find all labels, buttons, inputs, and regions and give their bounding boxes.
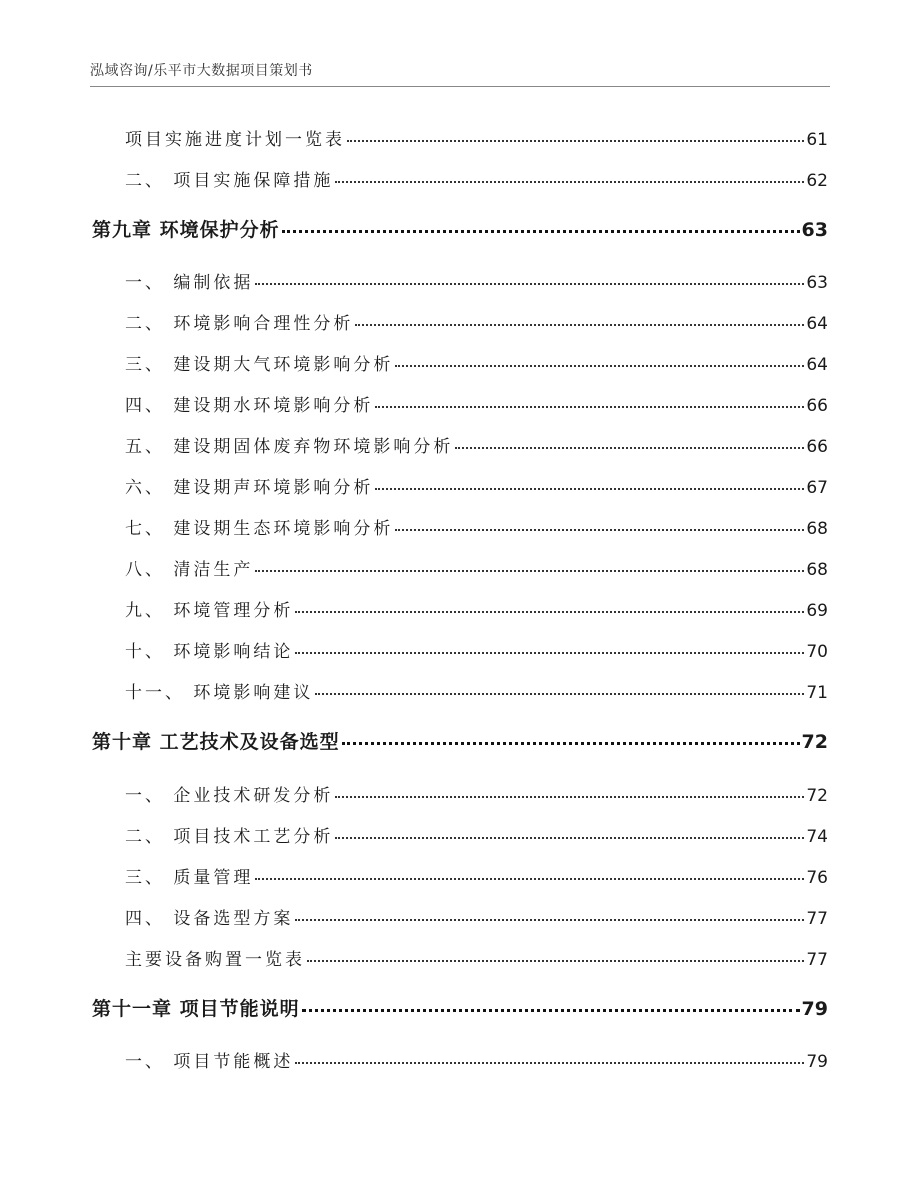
- toc-entry[interactable]: [125, 309, 828, 334]
- toc-page: 79: [806, 1052, 828, 1072]
- toc-leader: [375, 487, 804, 490]
- toc-label: 主要设备购置一览表: [125, 950, 305, 970]
- toc-entry[interactable]: [125, 596, 828, 621]
- toc-entry[interactable]: [125, 555, 828, 580]
- toc-label: 二、 环境影响合理性分析: [125, 314, 354, 334]
- toc-leader: [295, 610, 804, 613]
- toc-label: 八、 清洁生产: [125, 560, 254, 580]
- toc-leader: [295, 918, 804, 921]
- toc-page: 79: [801, 998, 828, 1020]
- toc-entry[interactable]: [125, 1047, 828, 1072]
- toc-label: 四、 建设期水环境影响分析: [125, 396, 374, 416]
- toc-page: 72: [806, 786, 828, 806]
- toc-label: 一、 项目节能概述: [125, 1052, 294, 1072]
- toc-leader: [375, 405, 804, 408]
- toc-label: 第十章 工艺技术及设备选型: [92, 731, 340, 753]
- toc-leader: [335, 795, 804, 798]
- toc-page: 71: [806, 683, 828, 703]
- header-rule: [90, 86, 830, 87]
- toc-entry[interactable]: [125, 678, 828, 703]
- toc-leader: [255, 569, 804, 572]
- toc-label: 二、 项目技术工艺分析: [125, 827, 334, 847]
- toc-leader: [255, 282, 804, 285]
- toc-page: 68: [806, 519, 828, 539]
- toc-leader: [295, 651, 804, 654]
- toc-entry[interactable]: [125, 268, 828, 293]
- toc-page: 77: [806, 950, 828, 970]
- toc-label: 三、 质量管理: [125, 868, 254, 888]
- toc-page: 67: [806, 478, 828, 498]
- toc-entry[interactable]: [125, 473, 828, 498]
- toc-leader: [295, 1061, 804, 1064]
- toc-page: 74: [806, 827, 828, 847]
- toc-entry[interactable]: [125, 125, 828, 150]
- toc-entry[interactable]: [125, 904, 828, 929]
- toc-leader: [455, 446, 804, 449]
- toc-leader: [355, 323, 804, 326]
- toc-chapter[interactable]: [92, 994, 828, 1021]
- toc-label: 第九章 环境保护分析: [92, 219, 280, 241]
- toc-page: 66: [806, 437, 828, 457]
- toc-leader: [347, 139, 804, 142]
- toc-page: 63: [806, 273, 828, 293]
- toc-page: 64: [806, 355, 828, 375]
- toc-entry[interactable]: [125, 514, 828, 539]
- toc-leader: [395, 364, 804, 367]
- toc-entry[interactable]: [125, 863, 828, 888]
- toc-chapter[interactable]: [92, 215, 828, 242]
- toc-label: 一、 企业技术研发分析: [125, 786, 334, 806]
- toc-label: 第十一章 项目节能说明: [92, 998, 300, 1020]
- toc-page: 69: [806, 601, 828, 621]
- toc-entry[interactable]: [125, 432, 828, 457]
- toc-leader: [315, 692, 804, 695]
- toc-page: 77: [806, 909, 828, 929]
- toc-entry[interactable]: [125, 781, 828, 806]
- toc-leader: [395, 528, 804, 531]
- toc-entry[interactable]: [125, 350, 828, 375]
- toc-entry[interactable]: [125, 637, 828, 662]
- toc-entry[interactable]: [125, 945, 828, 970]
- toc-page: 76: [806, 868, 828, 888]
- toc-entry[interactable]: [125, 166, 828, 191]
- toc-leader: [335, 180, 804, 183]
- toc-page: 72: [801, 731, 828, 753]
- toc-label: 六、 建设期声环境影响分析: [125, 478, 374, 498]
- toc-label: 五、 建设期固体废弃物环境影响分析: [125, 437, 454, 457]
- toc-entry[interactable]: [125, 822, 828, 847]
- toc-label: 三、 建设期大气环境影响分析: [125, 355, 394, 375]
- toc-leader: [335, 836, 804, 839]
- toc-label: 项目实施进度计划一览表: [125, 130, 345, 150]
- toc-label: 七、 建设期生态环境影响分析: [125, 519, 394, 539]
- toc-leader: [255, 877, 804, 880]
- toc-label: 十、 环境影响结论: [125, 642, 294, 662]
- toc-leader: [342, 741, 800, 745]
- running-header: 泓域咨询/乐平市大数据项目策划书: [90, 63, 313, 79]
- toc-label: 一、 编制依据: [125, 273, 254, 293]
- toc-leader: [282, 229, 800, 233]
- toc-page: 68: [806, 560, 828, 580]
- toc-entry[interactable]: [125, 391, 828, 416]
- toc-label: 九、 环境管理分析: [125, 601, 294, 621]
- toc-page: 63: [801, 219, 828, 241]
- toc-leader: [302, 1008, 800, 1012]
- toc-page: 66: [806, 396, 828, 416]
- toc-label: 四、 设备选型方案: [125, 909, 294, 929]
- toc-page: 62: [806, 171, 828, 191]
- toc-page: 70: [806, 642, 828, 662]
- toc-label: 十一、 环境影响建议: [125, 683, 314, 703]
- toc-label: 二、 项目实施保障措施: [125, 171, 334, 191]
- toc-page: 61: [806, 130, 828, 150]
- toc-page: 64: [806, 314, 828, 334]
- toc-leader: [307, 959, 804, 962]
- toc-chapter[interactable]: [92, 727, 828, 754]
